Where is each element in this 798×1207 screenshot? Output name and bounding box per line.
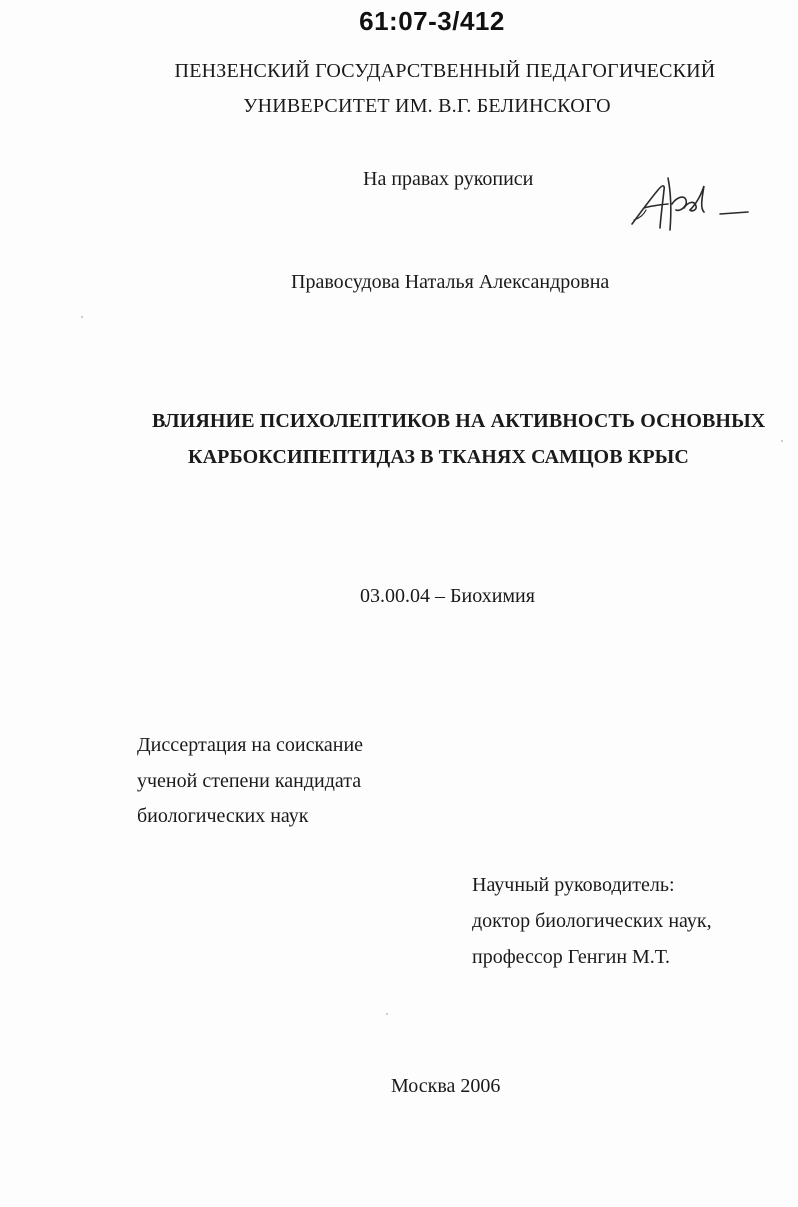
scan-speck bbox=[781, 440, 783, 442]
scan-speck bbox=[81, 316, 83, 318]
manuscript-rights-note: На правах рукописи bbox=[363, 168, 534, 190]
university-name-line-1: ПЕНЗЕНСКИЙ ГОСУДАРСТВЕННЫЙ ПЕДАГОГИЧЕСКИЙ bbox=[174, 60, 716, 82]
specialty-code: 03.00.04 – Биохимия bbox=[360, 585, 535, 607]
dissertation-title-line-1: ВЛИЯНИЕ ПСИХОЛЕПТИКОВ НА АКТИВНОСТЬ ОСНОВНЫХ bbox=[152, 410, 766, 432]
dissertation-degree-line: биологических наук bbox=[137, 805, 309, 827]
supervisor-block bbox=[472, 867, 712, 975]
supervisor-line: доктор биологических наук, bbox=[472, 910, 712, 932]
handwritten-signature bbox=[624, 174, 754, 238]
dissertation-degree-block bbox=[137, 728, 363, 835]
scan-speck bbox=[386, 1013, 388, 1015]
university-name-line-2: УНИВЕРСИТЕТ ИМ. В.Г. БЕЛИНСКОГО bbox=[243, 95, 611, 117]
registration-code: 61:07-3/412 bbox=[359, 6, 505, 36]
supervisor-line: профессор Генгин М.Т. bbox=[472, 946, 671, 968]
dissertation-title-line-2: КАРБОКСИПЕПТИДАЗ В ТКАНЯХ САМЦОВ КРЫС bbox=[188, 446, 689, 468]
dissertation-degree-line: ученой степени кандидата bbox=[137, 769, 362, 792]
author-name: Правосудова Наталья Александровна bbox=[291, 271, 610, 293]
dissertation-degree-line: Диссертация на соискание bbox=[137, 734, 364, 756]
city-year: Москва 2006 bbox=[391, 1075, 501, 1097]
supervisor-line: Научный руководитель: bbox=[472, 874, 675, 896]
